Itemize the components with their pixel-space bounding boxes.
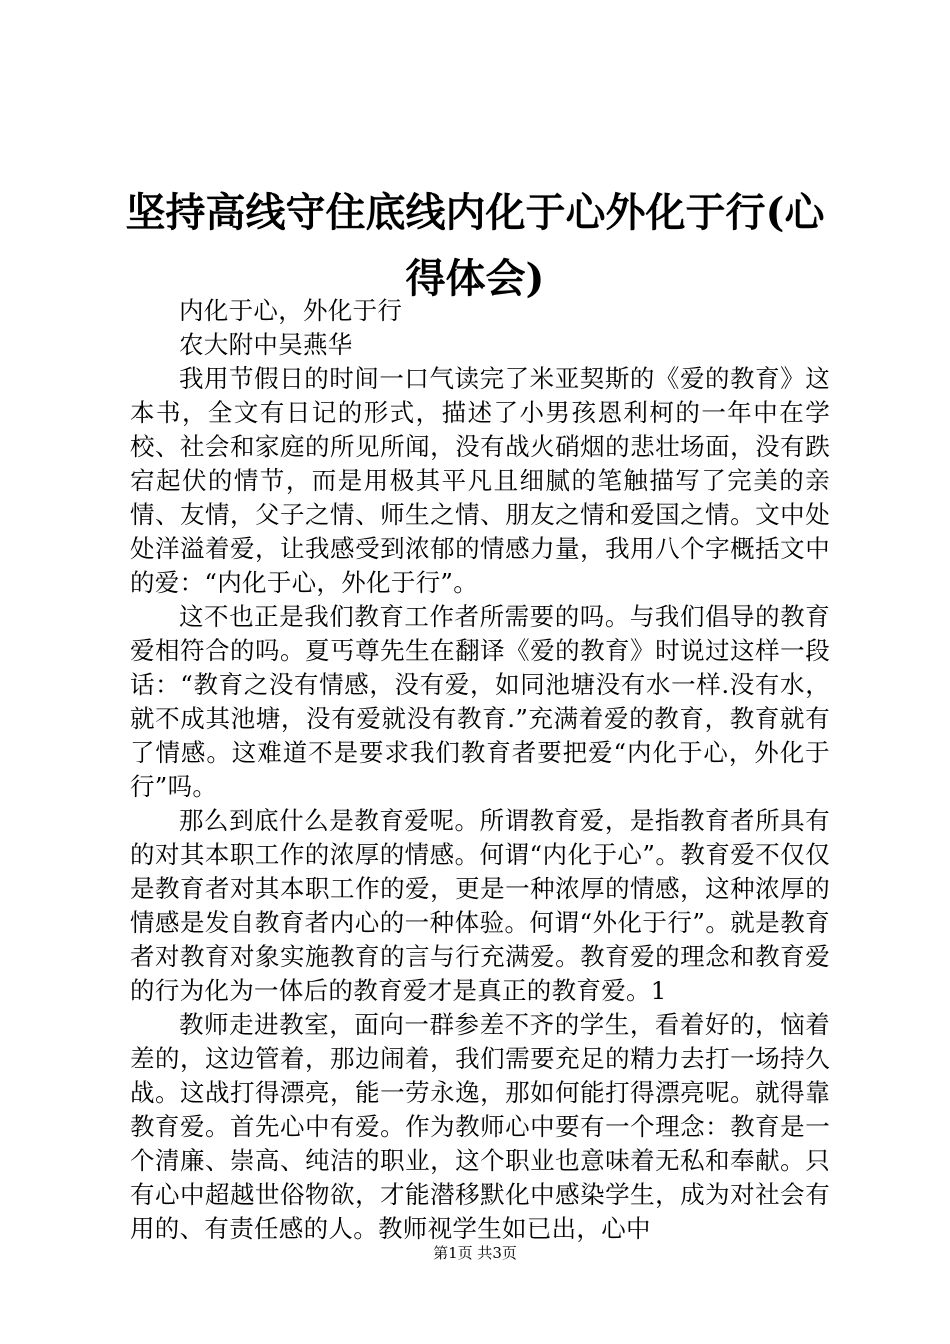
body-paragraph: 这不也正是我们教育工作者所需要的吗。与我们倡导的教育爱相符合的吗。夏丐尊先生在翻译《爱的教育》时说过这样一段话：“教育之没有情感，没有爱，如同池塘没有水一样.没有水，就不成其池塘，没有爱就没有教育.”充满着爱的教育，教育就有了情感。这难道不是要求我们教育者要把爱“内化于心，外化于行”吗。 <box>130 602 830 801</box>
subtitle-paragraph: 内化于心，外化于行 <box>179 296 403 325</box>
body-paragraph: 那么到底什么是教育爱呢。所谓教育爱，是指教育者所具有的对其本职工作的浓厚的情感。何谓“内化于心”。教育爱不仅仅是教育者对其本职工作的爱，更是一种浓厚的情感，这种浓厚的情感是发自教育者内心的一种体验。何谓“外化于行”。就是教育者对教育对象实施教育的言与行充满爱。教育爱的理念和教育爱的行为化为一体后的教育爱才是真正的教育爱。1 <box>130 806 830 1005</box>
body-paragraph: 教师走进教室，面向一群参差不齐的学生，看着好的，恼着差的，这边管着，那边闹着，我们需要充足的精力去打一场持久战。这战打得漂亮，能一劳永逸，那如何能打得漂亮呢。就得靠教育爱。首先心中有爱。作为教师心中要有一个理念：教育是一个清廉、崇高、纯洁的职业，这个职业也意味着无私和奉献。只有心中超越世俗物欲，才能潜移默化中感染学生，成为对社会有用的、有责任感的人。教师视学生如已出，心中 <box>130 1010 830 1243</box>
author-paragraph: 农大附中吴燕华 <box>179 330 353 359</box>
document-body <box>130 294 830 1246</box>
page-footer: 第1页 共3页 <box>433 1244 517 1262</box>
body-paragraph: 我用节假日的时间一口气读完了米亚契斯的《爱的教育》这本书，全文有日记的形式，描述了小男孩恩利柯的一年中在学校、社会和家庭的所见所闻，没有战火硝烟的悲壮场面，没有跌宕起伏的情节，而是用极其平凡且细腻的笔触描写了完美的亲情、友情，父子之情、师生之情、朋友之情和爱国之情。文中处处洋溢着爱，让我感受到浓郁的情感力量，我用八个字概括文中的爱：“内化于心，外化于行”。 <box>130 364 830 597</box>
document-title: 坚持高线守住底线内化于心外化于行(心得体会) <box>125 189 825 302</box>
